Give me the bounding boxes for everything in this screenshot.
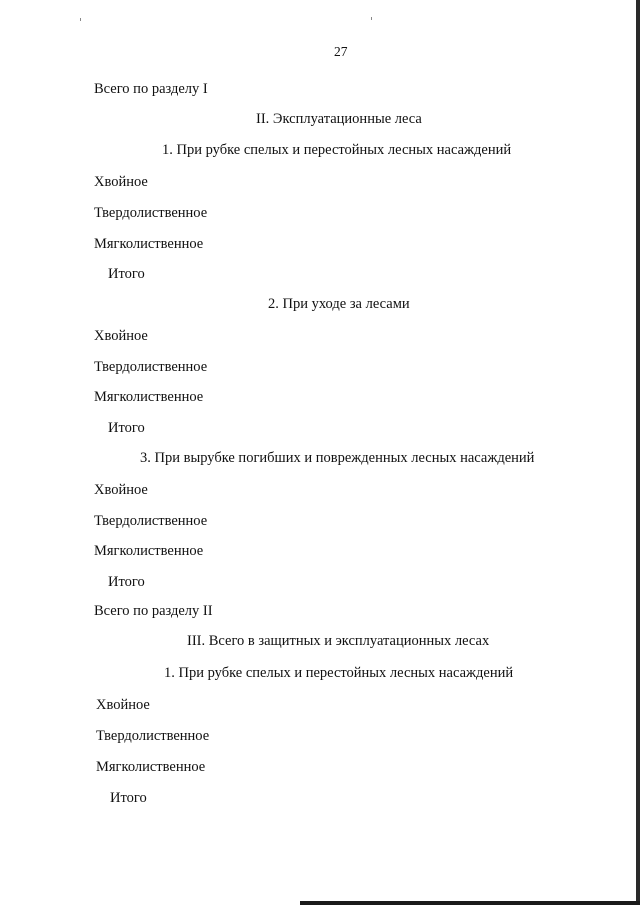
row-label: Твердолиственное (94, 513, 208, 529)
section-heading: III. Всего в защитных и эксплуатационных лесах (187, 633, 490, 649)
row-label: Хвойное (94, 482, 148, 498)
row-label: Мягколиственное (96, 759, 206, 775)
subsection-heading: 3. При вырубке погибших и поврежденных лесных насаждений (140, 450, 535, 466)
row-label: Хвойное (94, 328, 148, 344)
scan-edge-right (636, 0, 640, 905)
section-total-label: Всего по разделу II (94, 603, 213, 619)
row-label: Твердолиственное (94, 205, 208, 221)
section-heading: II. Эксплуатационные леса (256, 111, 422, 127)
section-total-label: Всего по разделу I (94, 81, 208, 97)
row-label: Мягколиственное (94, 543, 204, 559)
subtotal-label: Итого (110, 790, 147, 806)
subtotal-label: Итого (108, 266, 145, 282)
scan-edge-bottom (300, 901, 640, 905)
row-label: Хвойное (94, 174, 148, 190)
scan-speck (80, 18, 81, 21)
row-label: Мягколиственное (94, 236, 204, 252)
scan-speck (371, 17, 372, 20)
row-label: Твердолиственное (94, 359, 208, 375)
row-label: Хвойное (96, 697, 150, 713)
subsection-heading: 2. При уходе за лесами (268, 296, 410, 312)
subsection-heading: 1. При рубке спелых и перестойных лесных насаждений (162, 142, 512, 158)
row-label: Мягколиственное (94, 389, 204, 405)
subtotal-label: Итого (108, 420, 145, 436)
row-label: Твердолиственное (96, 728, 210, 744)
subsection-heading: 1. При рубке спелых и перестойных лесных насаждений (164, 665, 514, 681)
page-number: 27 (334, 44, 348, 59)
subtotal-label: Итого (108, 574, 145, 590)
